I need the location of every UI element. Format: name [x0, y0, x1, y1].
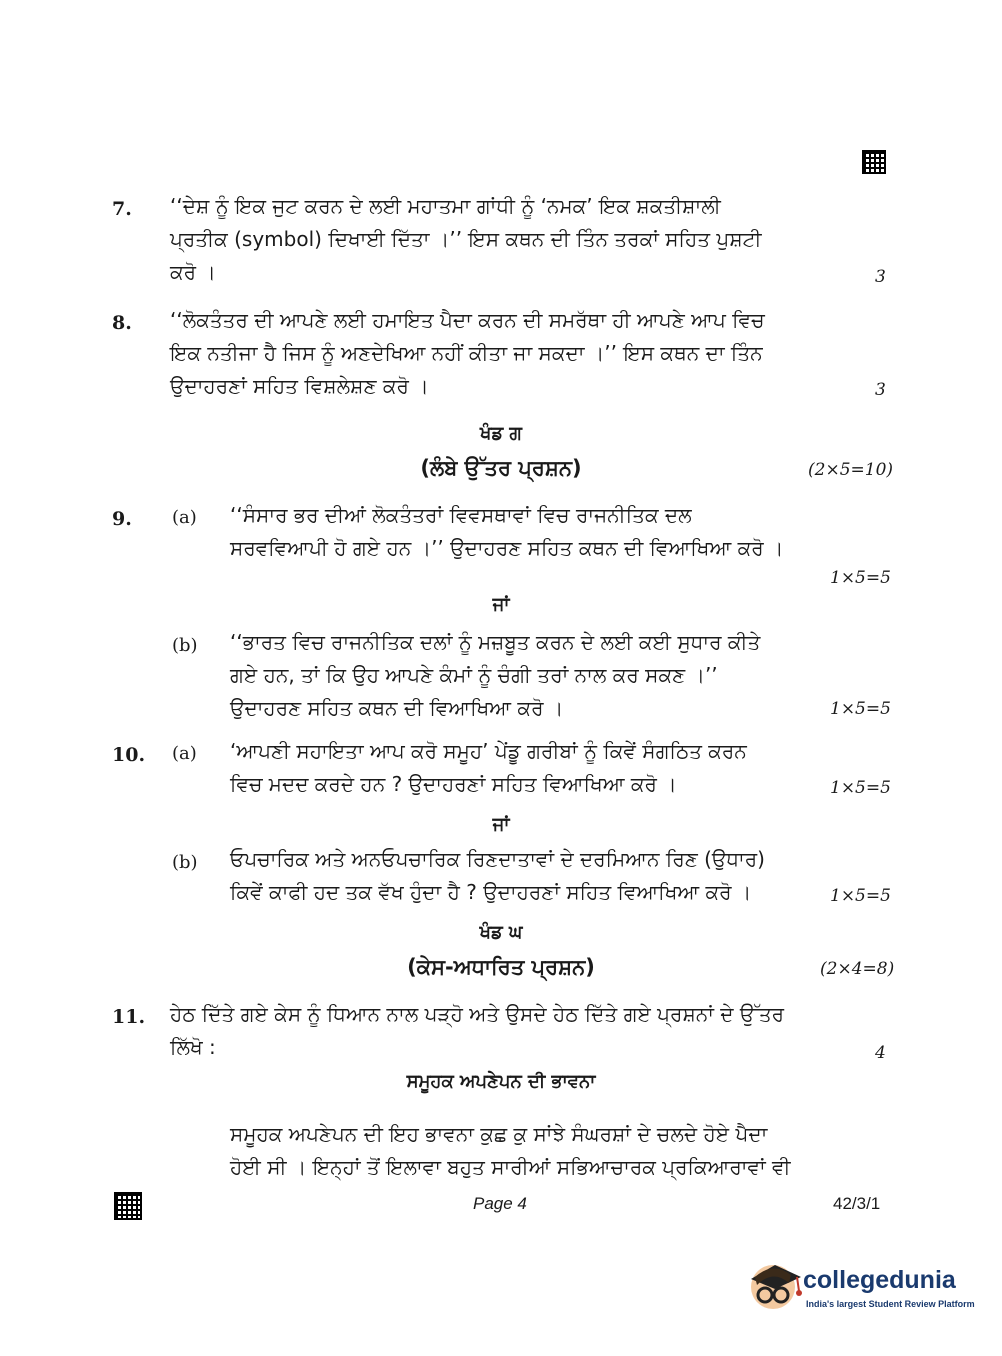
marks: 1×5=5 [830, 886, 891, 906]
question-7-text [170, 190, 842, 289]
section-subtitle: (ਕੇਸ-ਅਧਾਰਿਤ ਪ੍ਰਸ਼ਨ) [407, 955, 595, 979]
text-line: ਓਪਚਾਰਿਕ ਅਤੇ ਅਨਓਪਚਾਰਿਕ ਰਿਣਦਾਤਾਵਾਂ ਦੇ ਦਰਮਿਆਨ ਰਿਣ (ਉਧਾਰ) [230, 847, 765, 871]
paper-code: 42/3/1 [833, 1194, 881, 1213]
case-title: ਸਮੂਹਕ ਅਪਣੇਪਨ ਦੀ ਭਾਵਨਾ [406, 1071, 596, 1092]
marks: 4 [875, 1043, 886, 1063]
text-line: ‘‘ਭਾਰਤ ਵਿਚ ਰਾਜਨੀਤਿਕ ਦਲਾਂ ਨੂੰ ਮਜ਼ਬੂਤ ਕਰਨ ਦੇ ਲਈ ਕਈ ਸੁਧਾਰ ਕੀਤੇ [230, 630, 761, 654]
or-separator: ਜਾਂ [492, 594, 510, 615]
text-line: ਹੋਈ ਸੀ । ਇਨ੍ਹਾਂ ਤੋਂ ਇਲਾਵਾ ਬਹੁਤ ਸਾਰੀਆਂ ਸਭਿਆਚਾਰਕ ਪ੍ਰਕਿਆਰਾਵਾਂ ਵੀ [230, 1155, 791, 1179]
section-marks: (2×4=8) [820, 959, 895, 979]
marks: 3 [875, 267, 886, 287]
text-line: ‘ਆਪਣੀ ਸਹਾਇਤਾ ਆਪ ਕਰੋ ਸਮੂਹ’ ਪੇਂਡੂ ਗਰੀਬਾਂ ਨੂੰ ਕਿਵੇਂ ਸੰਗਠਿਤ ਕਰਨ [230, 739, 747, 763]
question-number: 9. [112, 508, 132, 530]
question-11-text [170, 998, 842, 1064]
question-9b-text [230, 626, 842, 725]
question-number: 11. [112, 1006, 146, 1028]
marks: 1×5=5 [830, 699, 891, 719]
marks: 1×5=5 [830, 568, 891, 588]
question-number: 8. [112, 312, 132, 334]
case-passage [230, 1118, 842, 1184]
question-number: 10. [112, 744, 146, 766]
text-line: ਕਰੋ । [170, 260, 216, 284]
question-9a-text [230, 499, 842, 565]
text-line: ਸਰਵਵਿਆਪੀ ਹੋ ਗਏ ਹਨ ।’’ ਉਦਾਹਰਣ ਸਹਿਤ ਕਥਨ ਦੀ ਵਿਆਖਿਆ ਕਰੋ । [230, 536, 784, 560]
text-line: ‘‘ਲੋਕਤੰਤਰ ਦੀ ਆਪਣੇ ਲਈ ਹਮਾਇਤ ਪੈਦਾ ਕਰਨ ਦੀ ਸਮਰੱਥਾ ਹੀ ਆਪਣੇ ਆਪ ਵਿਚ [170, 308, 765, 332]
sub-label: (b) [172, 852, 198, 873]
text-line: ਸਮੂਹਕ ਅਪਣੇਪਨ ਦੀ ਇਹ ਭਾਵਨਾ ਕੁਛ ਕੁ ਸਾਂਝੇ ਸੰਘਰਸ਼ਾਂ ਦੇ ਚਲਦੇ ਹੋਏ ਪੈਦਾ [230, 1122, 768, 1146]
text-line: ਕਿਵੇਂ ਕਾਫੀ ਹਦ ਤਕ ਵੱਖ ਹੁੰਦਾ ਹੈ ? ਉਦਾਹਰਣਾਂ ਸਹਿਤ ਵਿਆਖਿਆ ਕਰੋ । [230, 880, 752, 904]
brand-tagline: India's largest Student Review Platform [806, 1299, 975, 1309]
question-10b-text [230, 843, 842, 909]
section-subtitle: (ਲੰਬੇ ਉੱਤਰ ਪ੍ਰਸ਼ਨ) [420, 456, 582, 480]
marks: 3 [875, 380, 886, 400]
text-line: ‘‘ਦੇਸ਼ ਨੂੰ ਇਕ ਜੁਟ ਕਰਨ ਦੇ ਲਈ ਮਹਾਤਮਾ ਗਾਂਧੀ ਨੂੰ ‘ਨਮਕ’ ਇਕ ਸ਼ਕਤੀਸ਼ਾਲੀ [170, 194, 721, 218]
text-line: ਵਿਚ ਮਦਦ ਕਰਦੇ ਹਨ ? ਉਦਾਹਰਣਾਂ ਸਹਿਤ ਵਿਆਖਿਆ ਕਰੋ । [230, 772, 677, 796]
question-number: 7. [112, 198, 132, 220]
or-separator: ਜਾਂ [492, 814, 510, 835]
page-number: Page 4 [473, 1194, 527, 1213]
text-line: ਉਦਾਹਰਣਾਂ ਸਹਿਤ ਵਿਸ਼ਲੇਸ਼ਣ ਕਰੋ । [170, 374, 429, 398]
marks: 1×5=5 [830, 778, 891, 798]
question-8-text [170, 304, 842, 403]
text-line: ਹੇਠ ਦਿੱਤੇ ਗਏ ਕੇਸ ਨੂੰ ਧਿਆਨ ਨਾਲ ਪੜ੍ਹੋ ਅਤੇ ਉਸਦੇ ਹੇਠ ਦਿੱਤੇ ਗਏ ਪ੍ਰਸ਼ਨਾਂ ਦੇ ਉੱਤਰ [170, 1002, 785, 1026]
text-line: ਪ੍ਰਤੀਕ (symbol) ਦਿਖਾਈ ਦਿੱਤਾ ।’’ ਇਸ ਕਥਨ ਦੀ ਤਿੰਨ ਤਰਕਾਂ ਸਹਿਤ ਪੁਸ਼ਟੀ [170, 227, 762, 251]
section-marks: (2×5=10) [808, 460, 894, 480]
collegedunia-logo-icon [745, 1255, 805, 1313]
text-line: ਗਏ ਹਨ, ਤਾਂ ਕਿ ਉਹ ਆਪਣੇ ਕੰਮਾਂ ਨੂੰ ਚੰਗੀ ਤਰਾਂ ਨਾਲ ਕਰ ਸਕਣ ।’’ [230, 663, 718, 687]
text-line: ਉਦਾਹਰਣ ਸਹਿਤ ਕਥਨ ਦੀ ਵਿਆਖਿਆ ਕਰੋ । [230, 696, 564, 720]
qr-code-icon [114, 1192, 142, 1220]
brand-name: collegedunia [803, 1266, 956, 1294]
text-line: ਇਕ ਨਤੀਜਾ ਹੈ ਜਿਸ ਨੂੰ ਅਣਦੇਖਿਆ ਨਹੀਂ ਕੀਤਾ ਜਾ ਸਕਦਾ ।’’ ਇਸ ਕਥਨ ਦਾ ਤਿੰਨ [170, 341, 763, 365]
sub-label: (b) [172, 635, 198, 656]
sub-label: (a) [172, 507, 197, 528]
text-line: ਲਿੱਖੋ : [170, 1035, 216, 1059]
qr-code-icon [862, 150, 886, 174]
question-10a-text [230, 735, 842, 801]
section-title: ਖੰਡ ਘ [479, 922, 523, 943]
text-line: ‘‘ਸੰਸਾਰ ਭਰ ਦੀਆਂ ਲੋਕਤੰਤਰਾਂ ਵਿਵਸਥਾਵਾਂ ਵਿਚ ਰਾਜਨੀਤਿਕ ਦਲ [230, 503, 692, 527]
sub-label: (a) [172, 743, 197, 764]
section-title: ਖੰਡ ਗ [480, 423, 522, 444]
